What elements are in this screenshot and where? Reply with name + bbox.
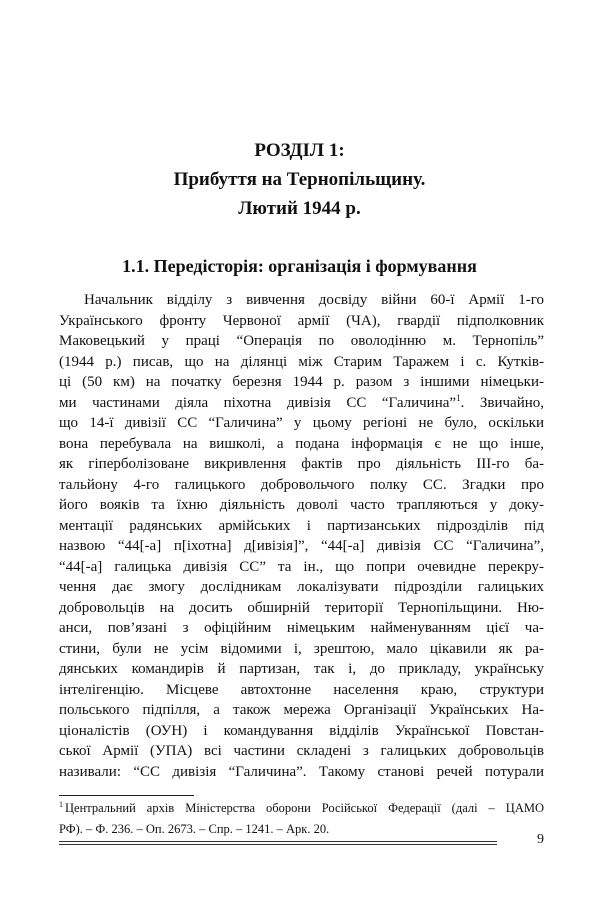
body-text	[59, 290, 544, 782]
body-line: тальйону 4-го галицького добровольчого полку СС. Згадки про	[59, 476, 544, 493]
body-line: Начальник відділу з вивчення досвіду війни 60-ї Армії 1-го	[84, 292, 544, 308]
body-line-text: ми частинами діяла піхотна дивізія СС “Галичина”	[59, 394, 457, 411]
body-line: чення дає змогу дослідникам локалізувати підрозділи галицьких	[59, 579, 544, 595]
footer-rule	[59, 841, 497, 845]
body-line: як гіперболізоване викривлення фактів про діяльність ІІІ-го ба-	[59, 456, 544, 472]
body-line: називали: “СС дивізія “Галичина”. Такому станові речей потурали	[59, 763, 544, 780]
footnote-mark: 1	[59, 800, 63, 809]
body-line: стини, були не усім відомими і, зрештою, мало цікавили як ра-	[59, 640, 544, 657]
body-line: ці (50 км) на початку березня 1944 р. разом з іншими німецьки-	[59, 374, 544, 390]
body-line: ської Армії (УПА) всі частини складені з галицьких добровольців	[59, 743, 544, 759]
body-line: (1944 р.) писав, що на ділянці між Старим Таражем і с. Кутків-	[59, 353, 544, 370]
body-line: вона перебувала на вишколі, а подана інформація є не що інше,	[59, 435, 544, 452]
page-number: 9	[537, 832, 544, 847]
footnote	[59, 800, 544, 838]
body-line: Українського фронту Червоної армії (ЧА), гвардії підполковник	[59, 312, 544, 329]
footnote-divider	[59, 795, 194, 796]
chapter-heading	[0, 136, 599, 223]
body-line: дянських командирів й партизан, так і, до прикладу, українську	[59, 661, 544, 677]
body-line: ціоналістів (ОУН) і командування відділів Української Повстан-	[59, 722, 544, 739]
footnote-line: РФ). – Ф. 236. – Оп. 2673. – Спр. – 1241. – Арк. 20.	[59, 821, 330, 836]
footnote-line	[59, 800, 544, 821]
body-line: його вояків та їхню діяльність доволі часто трапляються у доку-	[59, 497, 544, 513]
body-line: інтелігенцію. Місцеве автохтонне населення краю, структури	[59, 681, 544, 698]
body-line: назвою “44[-а] п[іхотна] д[ивізія]”, “44[-а] дивізія СС “Галичина”,	[59, 538, 544, 554]
body-line: анси, пов’язані з офіційним німецьким найменуванням цієї ча-	[59, 620, 544, 636]
chapter-title: Прибуття на Тернопільщину.	[173, 169, 426, 190]
body-line: польського підпілля, а також мережа Організації Українських На-	[59, 702, 544, 718]
body-line: Маковецький у праці “Операція по оволодінню м. Тернопіль”	[59, 333, 544, 349]
footnote-reference: 1	[456, 392, 461, 403]
section-title: 1.1. Передісторія: організація і формування	[122, 256, 477, 276]
body-line: що 14-ї дивізії СС “Галичина” у цьому регіоні не було, оскільки	[59, 415, 544, 431]
chapter-number: РОЗДІЛ 1:	[254, 140, 345, 161]
body-line-with-footnote	[59, 393, 544, 414]
body-line: ментації радянських армійських і партизанських підрозділів під	[59, 517, 544, 534]
footnote-text: Центральний архів Міністерства оборони Російської Федерації (далі – ЦАМО	[65, 801, 544, 815]
body-line-tail: . Звичайно,	[460, 394, 544, 411]
body-line: добровольців на досить обширній території Тернопільщини. Ню-	[59, 599, 544, 616]
body-line: “44[-а] галицька дивізія СС” та ін., що попри очевидне перекру-	[59, 558, 544, 575]
chapter-date: Лютий 1944 р.	[238, 198, 361, 219]
